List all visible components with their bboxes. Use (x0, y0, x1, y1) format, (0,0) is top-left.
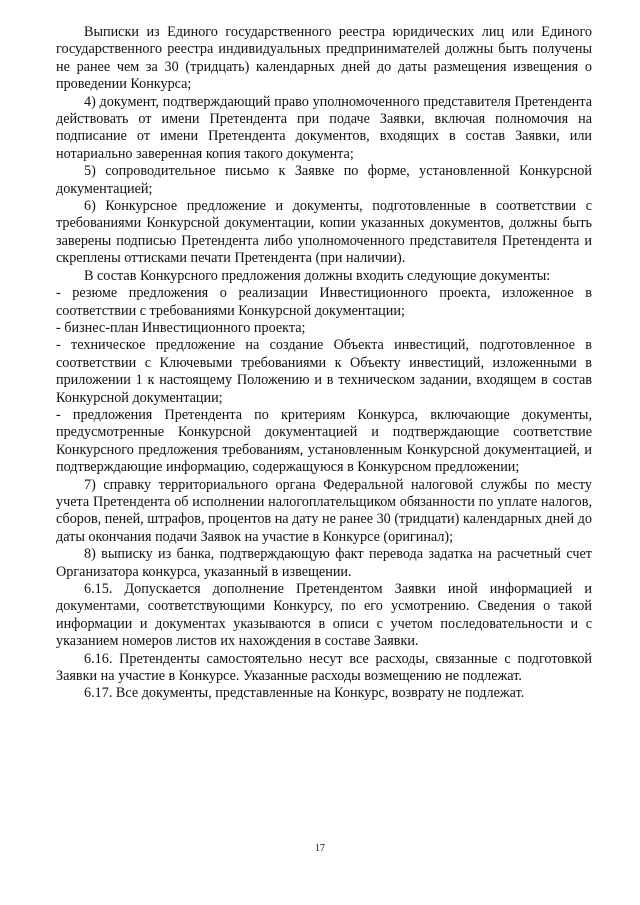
paragraph-item-7: 7) справку территориального органа Федеральной налоговой службы по месту учета Претендента об исполнении налогоплательщиком обязанности по уплате налогов, сборов, пеней, штрафов, процентов на дату не ранее 30 (тридцати) календарных дней до даты окончания подачи Заявок на участие в Конкурсе (оригинал); (56, 476, 592, 545)
list-item-technical-proposal: - техническое предложение на создание Объекта инвестиций, подготовленное в соответствии с Ключевыми требованиями к Объекту инвестиций, изложенными в приложении 1 к настоящему Положению и в техническом задании, входящем в состав Конкурсной документации; (56, 337, 592, 406)
page-number: 17 (315, 843, 325, 854)
paragraph-item-6: 6) Конкурсное предложение и документы, подготовленные в соответствии с требованиями Конкурсной документации, копии указанных документов, должны быть заверены подписью Претендента либо уполномоченного представителя Претендента и скреплены оттисками печати Претендента (при наличии). (56, 198, 592, 267)
list-item-business-plan: - бизнес-план Инвестиционного проекта; (56, 319, 306, 336)
paragraph-6-15: 6.15. Допускается дополнение Претендентом Заявки иной информацией и документами, соответствующими Конкурсу, по его усмотрению. Сведения о такой информации и документах указываются в описи с учетом последовательности и с указанием номеров листов их нахождения в составе Заявки. (56, 581, 592, 650)
paragraph-6-17: 6.17. Все документы, представленные на Конкурс, возврату не подлежат. (84, 685, 525, 702)
document-body (56, 24, 592, 703)
list-item-summary: - резюме предложения о реализации Инвестиционного проекта, изложенное в соответствии с требованиями Конкурсной документации; (56, 285, 592, 319)
paragraph-proposal-contents: В состав Конкурсного предложения должны входить следующие документы: (84, 267, 551, 284)
paragraph-item-4: 4) документ, подтверждающий право уполномоченного представителя Претендента действовать от имени Претендента при подаче Заявки, включая полномочия на подписание от имени Претендента документов, входящих в состав Заявки, или нотариально заверенная копия такого документа; (56, 93, 592, 162)
paragraph-item-8: 8) выписку из банка, подтверждающую факт перевода задатка на расчетный счет Организатора конкурса, указанный в извещении. (56, 546, 592, 580)
paragraph-6-16: 6.16. Претенденты самостоятельно несут все расходы, связанные с подготовкой Заявки на участие в Конкурсе. Указанные расходы возмещению не подлежат. (56, 650, 592, 685)
paragraph-item-5: 5) сопроводительное письмо к Заявке по форме, установленной Конкурсной документацией; (56, 163, 592, 197)
paragraph-egrul-extracts: Выписки из Единого государственного реестра юридических лиц или Единого государственного реестра индивидуальных предпринимателей должны быть получены не ранее чем за 30 (тридцать) календарных дней до даты размещения извещения о проведении Конкурса; (56, 24, 592, 93)
list-item-criteria-proposals: - предложения Претендента по критериям Конкурса, включающие документы, предусмотренные Конкурсной документацией и подтверждающие соответствие Конкурсного предложения требованиям, установленным Конкурсной документацией, и подтверждающие информацию, содержащуюся в Конкурсном предложении; (56, 406, 592, 476)
